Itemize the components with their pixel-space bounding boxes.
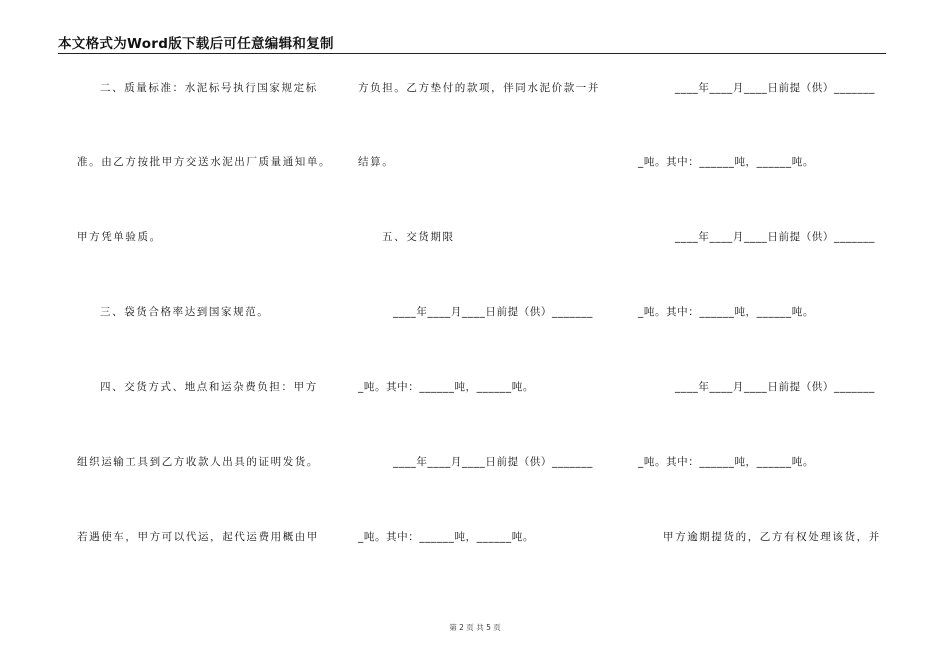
left-line-5: 四、交货方式、地点和运杂费负担：甲方 (100, 381, 318, 393)
left-line-2: 准。由乙方按批甲方交送水泥出厂质量通知单。 (77, 156, 332, 168)
document-header-title: 本文格式为Word版下载后可任意编辑和复制 (58, 36, 334, 52)
middle-line-1: 方负担。乙方垫付的款项，伴同水泥价款一并 (358, 82, 600, 94)
left-line-3: 甲方凭单验质。 (77, 231, 162, 243)
right-line-3: ____年____月____日前提（供）_______ (675, 231, 875, 243)
right-line-1: ____年____月____日前提（供）_______ (675, 82, 875, 94)
right-line-5: ____年____月____日前提（供）_______ (675, 381, 875, 393)
middle-line-2: 结算。 (358, 156, 395, 168)
page-number-footer: 第 2 页 共 5 页 (449, 623, 501, 632)
left-line-7: 若遇使车，甲方可以代运，起代运费用概由甲 (77, 531, 319, 543)
left-line-4: 三、袋货合格率达到国家规范。 (100, 306, 270, 318)
right-line-4: _吨。其中：______吨，______吨。 (638, 306, 814, 318)
middle-line-7: _吨。其中：______吨，______吨。 (358, 531, 534, 543)
middle-line-5: _吨。其中：______吨，______吨。 (358, 381, 534, 393)
middle-line-4: ____年____月____日前提（供）_______ (393, 306, 593, 318)
left-line-6: 组织运输工具到乙方收款人出具的证明发货。 (77, 456, 319, 468)
middle-line-3: 五、交货期限 (382, 231, 455, 243)
right-line-2: _吨。其中：______吨，______吨。 (638, 156, 814, 168)
left-line-1: 二、质量标准：水泥标号执行国家规定标 (100, 82, 318, 94)
right-line-6: _吨。其中：______吨，______吨。 (638, 456, 814, 468)
header-divider (58, 53, 886, 54)
right-line-7: 甲方逾期提货的，乙方有权处理该货，并 (663, 531, 881, 543)
middle-line-6: ____年____月____日前提（供）_______ (393, 456, 593, 468)
